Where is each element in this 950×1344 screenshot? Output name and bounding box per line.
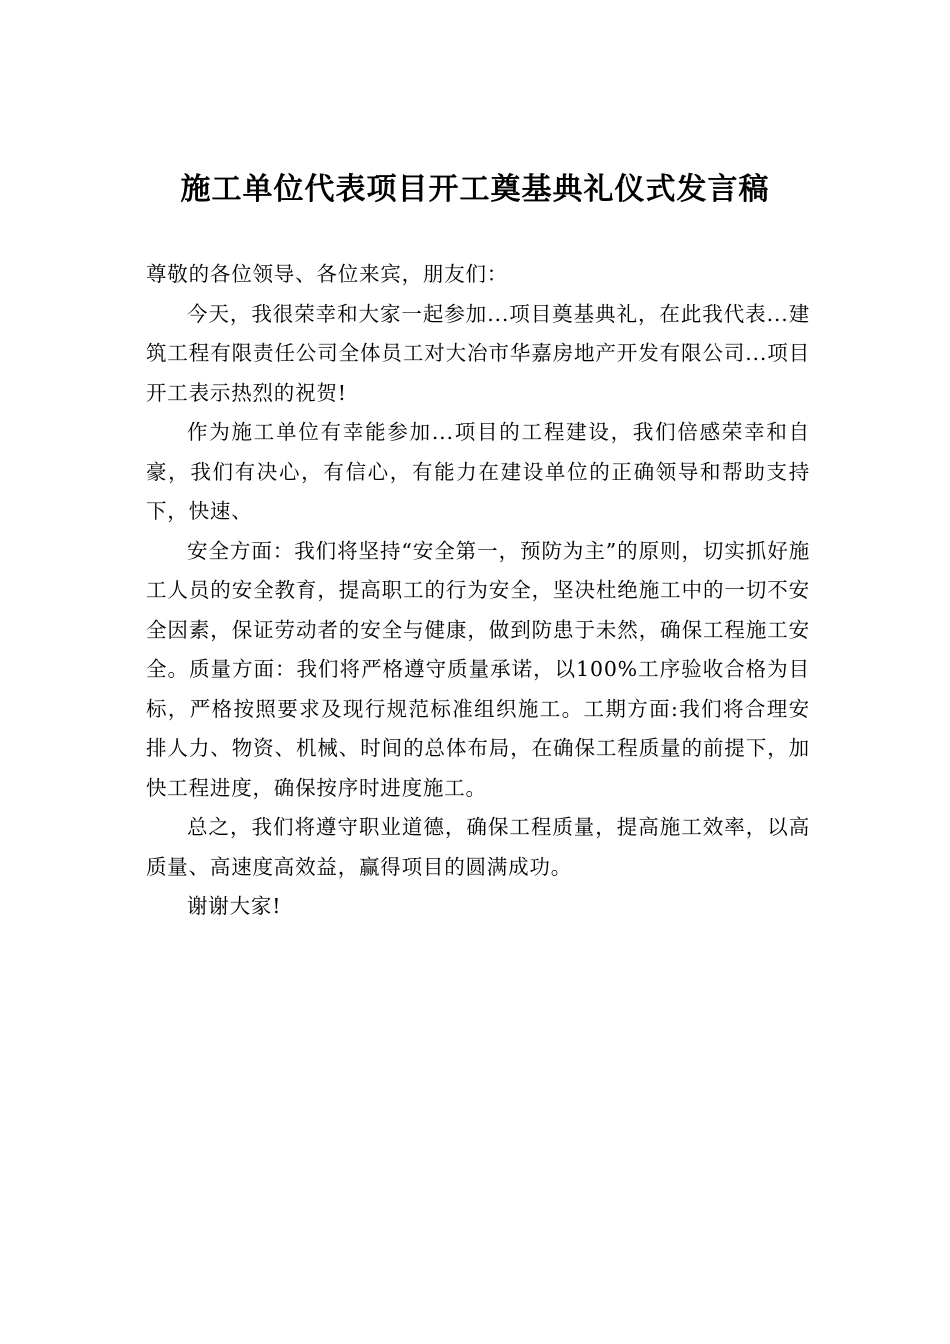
paragraph-conclusion: 总之，我们将遵守职业道德，确保工程质量，提高施工效率，以高质量、高速度高效益，赢得项目的圆满成功。 <box>146 815 810 879</box>
salutation: 尊敬的各位领导、各位来宾，朋友们： <box>146 262 509 286</box>
paragraph-opening: 今天，我很荣幸和大家一起参加...项目奠基典礼，在此我代表...建筑工程有限责任公司全体员工对大冶市华嘉房地产开发有限公司...项目开工表示热烈的祝贺! <box>146 301 810 405</box>
document-title: 施工单位代表项目开工奠基典礼仪式发言稿 <box>180 172 770 207</box>
paragraph-thanks: 谢谢大家! <box>187 894 282 918</box>
paragraph-safety-quality-schedule: 安全方面：我们将坚持“安全第一，预防为主”的原则，切实抓好施工人员的安全教育，提高职工的行为安全，坚决杜绝施工中的一切不安全因素，保证劳动者的安全与健康，做到防患于未然，确保工程施工安全。质量方面：我们将严格遵守质量承诺，以100%工序验收合格为目标，严格按照要求及现行规范标准组织施工。工期方面:我们将合理安排人力、物资、机械、时间的总体布局，在确保工程质量的前提下，加快工程进度，确保按序时进度施工。 <box>146 538 810 800</box>
paragraph-commitment: 作为施工单位有幸能参加...项目的工程建设，我们倍感荣幸和自豪，我们有决心，有信心，有能力在建设单位的正确领导和帮助支持下，快速、 <box>146 420 810 523</box>
document-body <box>146 255 810 927</box>
